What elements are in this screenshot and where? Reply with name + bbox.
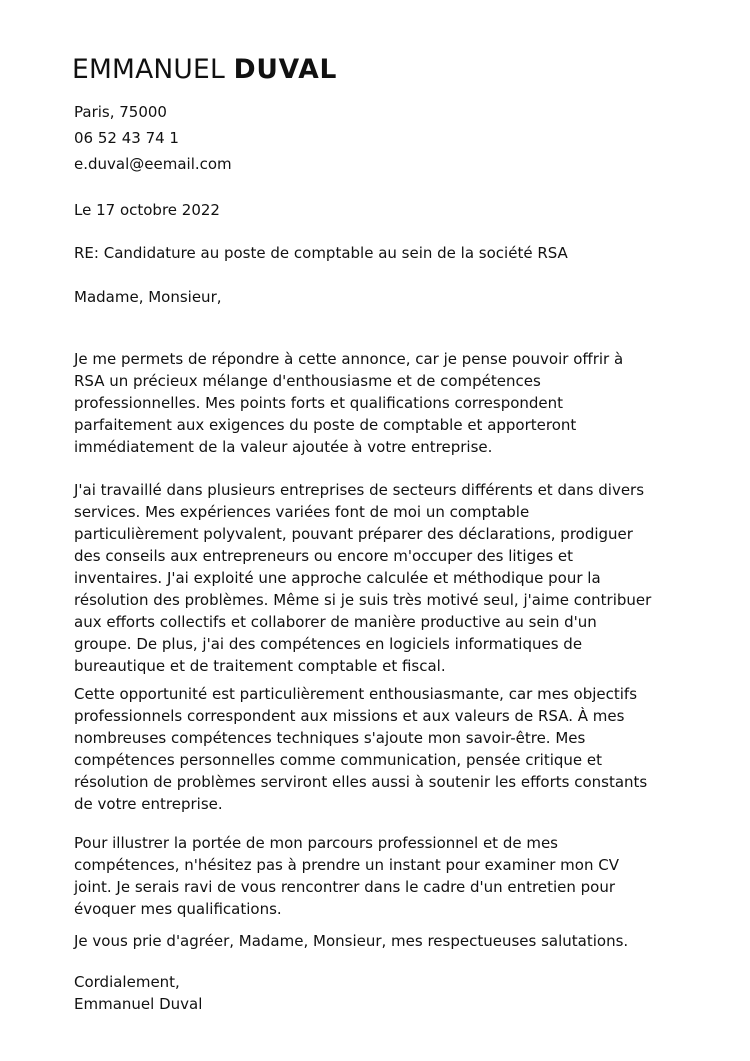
paragraph-line: RSA un précieux mélange d'enthousiasme et de compétences (74, 372, 541, 390)
paragraph-line: Pour illustrer la portée de mon parcours professionnel et de mes (74, 834, 558, 852)
paragraph-line: J'ai travaillé dans plusieurs entreprises de secteurs différents et dans divers (74, 481, 645, 499)
paragraph-line: particulièrement polyvalent, pouvant préparer des déclarations, prodiguer (74, 525, 633, 543)
paragraph-line: résolution des problèmes. Même si je suis très motivé seul, j'aime contribuer (74, 591, 652, 609)
paragraph-line: bureautique et de traitement comptable et fiscal. (74, 657, 446, 675)
sender-email: e.duval@eemail.com (74, 155, 232, 173)
paragraph-line: de votre entreprise. (74, 795, 223, 813)
paragraph-line: joint. Je serais ravi de vous rencontrer dans le cadre d'un entretien pour (74, 878, 616, 896)
paragraph-line: compétences personnelles comme communication, pensée critique et (74, 751, 603, 769)
body-paragraph-4 (74, 832, 676, 920)
paragraph-line: inventaires. J'ai exploité une approche calculée et méthodique pour la (74, 569, 601, 587)
body-paragraph-3 (74, 683, 676, 815)
paragraph-line: groupe. De plus, j'ai des compétences en logiciels informatiques de (74, 635, 583, 653)
sender-first-name: EMMANUEL (72, 54, 225, 85)
signoff: Cordialement, (74, 973, 180, 991)
paragraph-line: Je me permets de répondre à cette annonce, car je pense pouvoir offrir à (74, 350, 624, 368)
paragraph-line: parfaitement aux exigences du poste de comptable et apporteront (74, 416, 577, 434)
sender-phone: 06 52 43 74 1 (74, 129, 179, 147)
paragraph-line: professionnelles. Mes points forts et qualifications correspondent (74, 394, 564, 412)
paragraph-line: aux efforts collectifs et collaborer de manière productive au sein d'un (74, 613, 597, 631)
paragraph-line: compétences, n'hésitez pas à prendre un instant pour examiner mon CV (74, 856, 619, 874)
paragraph-line: nombreuses compétences techniques s'ajoute mon savoir-être. Mes (74, 729, 586, 747)
paragraph-line: des conseils aux entrepreneurs ou encore m'occuper des litiges et (74, 547, 574, 565)
letter-date: Le 17 octobre 2022 (74, 201, 220, 219)
paragraph-line: professionnels correspondent aux missions et aux valeurs de RSA. À mes (74, 707, 625, 725)
letter-subject: RE: Candidature au poste de comptable au sein de la société RSA (74, 244, 568, 262)
sender-name (72, 52, 337, 88)
signature: Emmanuel Duval (74, 995, 203, 1013)
body-paragraph-1 (74, 348, 676, 458)
salutation: Madame, Monsieur, (74, 288, 222, 306)
paragraph-line: services. Mes expériences variées font de moi un comptable (74, 503, 530, 521)
paragraph-line: Cette opportunité est particulièrement enthousiasmante, car mes objectifs (74, 685, 638, 703)
paragraph-line: immédiatement de la valeur ajoutée à votre entreprise. (74, 438, 493, 456)
body-paragraph-2 (74, 479, 676, 677)
paragraph-line: évoquer mes qualifications. (74, 900, 282, 918)
sender-city: Paris, 75000 (74, 103, 167, 121)
closing-formula: Je vous prie d'agréer, Madame, Monsieur, mes respectueuses salutations. (74, 932, 629, 950)
sender-last-name: DUVAL (233, 54, 338, 85)
paragraph-line: résolution de problèmes serviront elles aussi à soutenir les efforts constants (74, 773, 648, 791)
